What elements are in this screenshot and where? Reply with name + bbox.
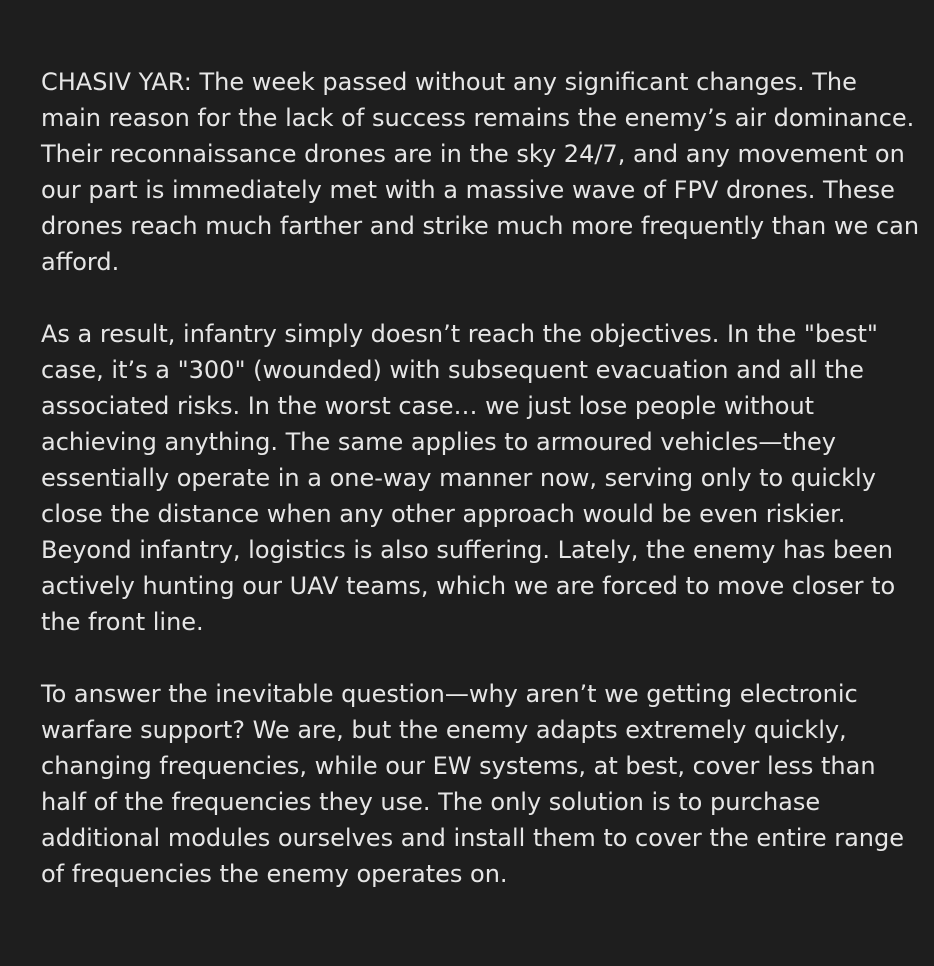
- paragraph-3: Beyond infantry, logistics is also suffering. Lately, the enemy has been actively hunting our UAV teams, which we are forced to move closer to the front line.: [41, 536, 896, 636]
- document-body: [41, 64, 921, 892]
- paragraph-spacer: [41, 640, 921, 676]
- paragraph-1: CHASIV YAR: The week passed without any significant changes. The main reason for the lack of success remains the enemy’s air dominance. Their reconnaissance drones are in the sky 24/7, and any movement on our part is immediately met with a massive wave of FPV drones. These drones reach much farther and strike much more frequently than we can afford.: [41, 68, 920, 276]
- paragraph-2: As a result, infantry simply doesn’t reach the objectives. In the "best" case, it’s a "300" (wounded) with subsequent evacuation and all the associated risks. In the worst case… we just lose people without achieving anything. The same applies to armoured vehicles—they essentially operate in a one-way manner now, serving only to quickly close the distance when any other approach would be even riskier.: [41, 320, 878, 528]
- paragraph-spacer: [41, 280, 921, 316]
- paragraph-4: To answer the inevitable question—why aren’t we getting electronic warfare support? We are, but the enemy adapts extremely quickly, changing frequencies, while our EW systems, at best, cover less than half of the frequencies they use. The only solution is to purchase additional modules ourselves and install them to cover the entire range of frequencies the enemy operates on.: [41, 680, 904, 888]
